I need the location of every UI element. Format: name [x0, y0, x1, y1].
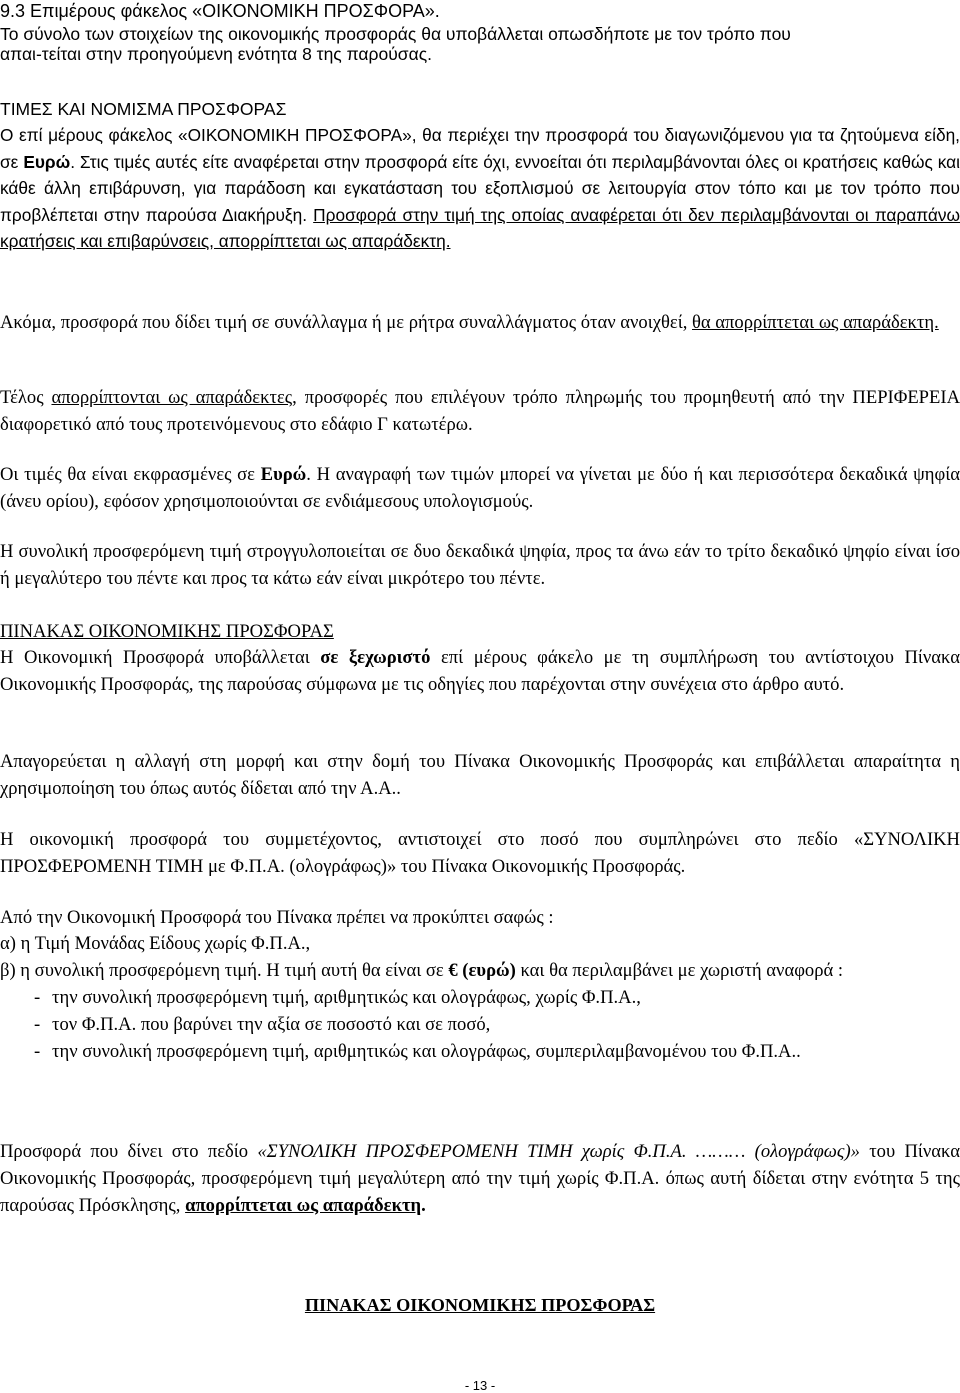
clearly-b-text-1: β) η συνολική προσφερόμενη τιμή. Η τιμή αυτή θα είναι σε	[0, 960, 449, 981]
correspond-block	[0, 826, 960, 880]
prices-text-2: . Στις τιμές αυτές είτε αναφέρεται στην προσφορά είτε όχι, εννοείται ότι περιλαμβάνονται όλες οι κρατήσεις καθώς και κάθε άλλη επιβάρυνση, για παράδοση και εγκατάσταση του εξοπλισμού σε λειτουργία στον τόπο και με τον τρόπο που προβλέπεται στην παρούσα Διακήρυξη.	[0, 151, 960, 225]
clearly-item-b	[0, 957, 960, 984]
final-italic-field: «ΣΥΝΟΛΙΚΗ ΠΡΟΣΦΕΡΟΜΕΝΗ ΤΙΜΗ χωρίς Φ.Π.Α. ……… (ολογράφως)»	[257, 1141, 860, 1162]
payment-block	[0, 384, 960, 438]
intro-block	[0, 24, 960, 64]
list-item: - την συνολική προσφερόμενη τιμή, αριθμητικώς και ολογράφως, χωρίς Φ.Π.Α.,	[34, 987, 641, 1008]
prices-block	[0, 98, 960, 255]
clearly-b-bold: (ευρώ)	[462, 960, 516, 981]
intro-line-1: Το σύνολο των στοιχείων της οικονομικής προσφοράς θα υποβάλλεται οπωσδήποτε με τον τρόπο που	[0, 24, 791, 44]
table-bold-separate: σε ξεχωριστό	[320, 647, 431, 668]
forbidden-paragraph: Απαγορεύεται η αλλαγή στη μορφή και στην δομή του Πίνακα Οικονομικής Προσφοράς και επιβάλλεται απαραίτητα η χρησιμοποίηση του όπως αυτός δίδεται από την Α.Α..	[0, 751, 960, 799]
currency-block	[0, 461, 960, 515]
final-text-3: .	[421, 1195, 426, 1216]
correspond-paragraph: Η οικονομική προσφορά του συμμετέχοντος, αντιστοιχεί στο ποσό που συμπληρώνει στο πεδίο «ΣΥΝΟΛΙΚΗ ΠΡΟΣΦΕΡΟΜΕΝΗ ΤΙΜΗ με Φ.Π.Α. (ολογράφως)» του Πίνακα Οικονομικής Προσφοράς.	[0, 829, 960, 877]
clearly-item-a: α) η Τιμή Μονάδας Είδους χωρίς Φ.Π.Α.,	[0, 933, 311, 954]
bottom-heading-block	[0, 1293, 960, 1318]
table-text-2: επί μέρους φάκελο με τη συμπλήρωση του αντίστοιχου Πίνακα Οικονομικής Προσφοράς, της παρούσας σύμφωνα με τις οδηγίες που παρέχονται στην συνέχεια στο άρθρο αυτό.	[0, 647, 960, 695]
prices-text-1: Ο επί μέρους φάκελος «ΟΙΚΟΝΟΜΙΚΗ ΠΡΟΣΦΟΡΑ», θα περιέχει την προσφορά του διαγωνιζόμενου για τα ζητούμενα είδη, σε	[0, 125, 960, 172]
list-item-text: την συνολική προσφερόμενη τιμή, αριθμητικώς και ολογράφως, συμπεριλαμβανομένου του Φ.Π.Α..	[52, 1041, 801, 1062]
currency-euro: Ευρώ	[260, 464, 307, 485]
payment-rejection: απορρίπτονται ως απαράδεκτες	[51, 387, 293, 408]
exchange-paragraph	[0, 309, 960, 336]
list-item-text: τον Φ.Π.Α. που βαρύνει την αξία σε ποσοστό και σε ποσό,	[52, 1014, 491, 1035]
payment-text-2: , προσφορές που επιλέγουν τρόπο πληρωμής του προμηθευτή από την ΠΕΡΙΦΕΡΕΙΑ διαφορετικό από τους προτεινόμενους στο εδάφιο Γ κατωτέρω.	[0, 387, 960, 435]
exchange-text-1: Ακόμα, προσφορά που δίδει τιμή σε συνάλλαγμα ή με ρήτρα συναλλάγματος όταν ανοιχθεί,	[0, 312, 692, 333]
final-rejection: απορρίπτεται ως απαράδεκτη	[185, 1195, 422, 1216]
clearly-intro: Από την Οικονομική Προσφορά του Πίνακα πρέπει να προκύπτει σαφώς :	[0, 907, 554, 928]
rounding-block	[0, 538, 960, 592]
currency-paragraph	[0, 461, 960, 515]
list-item: - τον Φ.Π.Α. που βαρύνει την αξία σε ποσοστό και σε ποσό,	[34, 1014, 491, 1035]
intro-line-2: απαι-τείται στην προηγούμενη ενότητα 8 της παρούσας.	[0, 44, 433, 64]
exchange-block	[0, 309, 960, 336]
bottom-heading: ΠΙΝΑΚΑΣ ΟΙΚΟΝΟΜΙΚΗΣ ΠΡΟΣΦΟΡΑΣ	[304, 1295, 656, 1315]
table-text-1: Η Οικονομική Προσφορά υποβάλλεται	[0, 647, 321, 668]
list-item-text: την συνολική προσφερόμενη τιμή, αριθμητικώς και ολογράφως, χωρίς Φ.Π.Α.,	[52, 987, 641, 1008]
prices-paragraph	[0, 122, 960, 255]
currency-text-1: Οι τιμές θα είναι εκφρασμένες σε	[0, 464, 261, 485]
exchange-rejection: θα απορρίπτεται ως απαράδεκτη.	[692, 312, 939, 333]
prices-rejection-note: Προσφορά στην τιμή της οποίας αναφέρεται ότι δεν περιλαμβάνονται οι παραπάνω κρατήσεις και επιβαρύνσεις, απορρίπτεται ως απαράδεκτη.	[0, 204, 960, 251]
section-heading-block	[0, 0, 960, 22]
payment-paragraph	[0, 384, 960, 438]
clearly-block	[0, 904, 960, 1065]
final-block	[0, 1138, 960, 1219]
rounding-paragraph: Η συνολική προσφερόμενη τιμή στρογγυλοποιείται σε δυο δεκαδικά ψηφία, προς τα άνω εάν το τρίτο δεκαδικό ψηφίο είναι ίσο ή μεγαλύτερο του πέντε και προς τα κάτω εάν είναι μικρότερο του πέντε.	[0, 541, 960, 589]
final-text-2: του Πίνακα Οικονομικής Προσφοράς, προσφερόμενη τιμή μεγαλύτερη από την τιμή χωρίς Φ.Π.Α. όπως αυτή δίδεται στην ενότητα 5 της παρούσας Πρόσκλησης,	[0, 1141, 960, 1216]
prices-heading: ΤΙΜΕΣ ΚΑΙ ΝΟΜΙΣΜΑ ΠΡΟΣΦΟΡΑΣ	[0, 99, 287, 119]
clearly-b-text-2: και θα περιλαμβάνει με χωριστή αναφορά :	[515, 960, 844, 981]
prices-euro: Ευρώ	[23, 151, 71, 172]
euro-sign-icon: €	[448, 960, 458, 981]
clearly-sub-list	[0, 984, 960, 1065]
forbidden-block	[0, 748, 960, 802]
table-block	[0, 619, 960, 698]
list-item: - την συνολική προσφερόμενη τιμή, αριθμητικώς και ολογράφως, συμπεριλαμβανομένου του Φ.Π.Α..	[34, 1041, 801, 1062]
currency-text-2: . Η αναγραφή των τιμών μπορεί να γίνεται με δύο ή και περισσότερα δεκαδικά ψηφία (άνευ ορίου), εφόσον χρησιμοποιούνται σε ενδιάμεσους υπολογισμούς.	[0, 464, 960, 512]
payment-text-1: Τέλος	[0, 387, 52, 408]
table-paragraph	[0, 644, 960, 698]
page-number: - 13 -	[464, 1378, 496, 1393]
section-heading: 9.3 Επιμέρους φάκελος «ΟΙΚΟΝΟΜΙΚΗ ΠΡΟΣΦΟΡΑ».	[0, 1, 440, 21]
final-paragraph	[0, 1138, 960, 1219]
final-text-1: Προσφορά που δίνει στο πεδίο	[0, 1141, 258, 1162]
table-heading: ΠΙΝΑΚΑΣ ΟΙΚΟΝΟΜΙΚΗΣ ΠΡΟΣΦΟΡΑΣ	[0, 621, 334, 642]
